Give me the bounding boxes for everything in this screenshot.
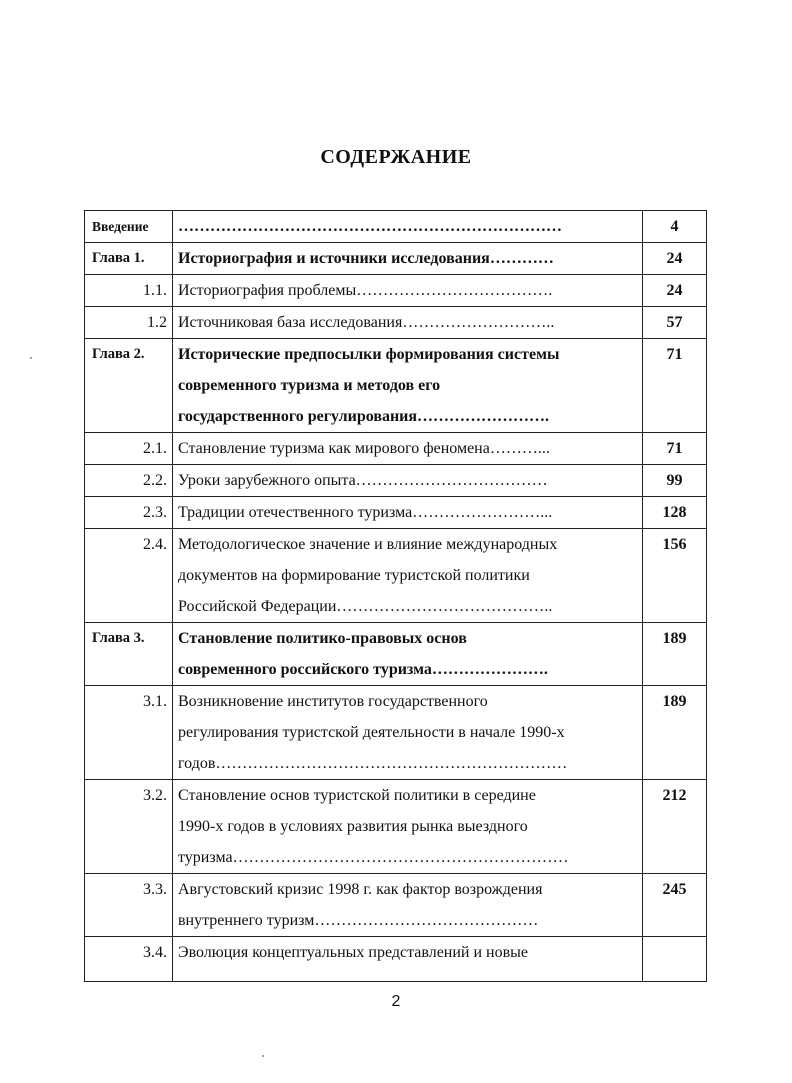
title-line: государственного регулирования……………………. <box>178 408 550 425</box>
toc-row-chapter-1 <box>85 243 707 275</box>
section-title <box>173 937 643 982</box>
toc-row-3-4 <box>85 937 707 982</box>
title-line: Методологическое значение и влияние международных <box>178 536 558 553</box>
title-line: Эволюция концептуальных представлений и новые <box>178 944 529 961</box>
section-title <box>173 211 643 243</box>
page-ref: 189 <box>643 623 707 686</box>
title-line: внутреннего туризм…………………………………… <box>178 912 539 929</box>
toc-row-chapter-2 <box>85 339 707 433</box>
section-title <box>173 243 643 275</box>
section-number: 3.1. <box>85 686 173 780</box>
title-line: годов………………………………………………………… <box>178 755 568 772</box>
scan-speck <box>262 1055 264 1057</box>
section-number: 3.3. <box>85 874 173 937</box>
page-ref: 156 <box>643 529 707 623</box>
section-title <box>173 686 643 780</box>
section-number: 3.4. <box>85 937 173 982</box>
title-line: ……………………………………………………………… <box>178 218 562 235</box>
page-ref: 245 <box>643 874 707 937</box>
page-ref <box>643 937 707 982</box>
title-line: Источниковая база исследования……………………….. <box>178 314 555 331</box>
title-line: Исторические предпосылки формирования системы <box>178 346 560 363</box>
title-line: Историография и источники исследования………… <box>178 250 554 267</box>
toc-row-1-2 <box>85 307 707 339</box>
title-line: Традиции отечественного туризма……………………... <box>178 504 553 521</box>
section-number: 2.1. <box>85 433 173 465</box>
toc-row-2-1 <box>85 433 707 465</box>
title-line: документов на формирование туристской политики <box>178 567 530 584</box>
title-line: современного туризма и методов его <box>178 377 441 394</box>
title-line: Уроки зарубежного опыта……………………………… <box>178 472 548 489</box>
page-ref: 212 <box>643 780 707 874</box>
page-number: 2 <box>391 993 401 1010</box>
title-line: Возникновение институтов государственного <box>178 693 488 710</box>
title-line: Августовский кризис 1998 г. как фактор возрождения <box>178 881 543 898</box>
scan-speck <box>30 357 32 359</box>
section-title <box>173 465 643 497</box>
section-title <box>173 339 643 433</box>
section-number: Глава 3. <box>85 623 173 686</box>
toc-row-introduction <box>85 211 707 243</box>
title-line: регулирования туристской деятельности в начале 1990-х <box>178 724 565 741</box>
page-ref: 24 <box>643 275 707 307</box>
section-number: 2.3. <box>85 497 173 529</box>
section-title <box>173 874 643 937</box>
title-line: Становление основ туристской политики в середине <box>178 787 536 804</box>
page-title: СОДЕРЖАНИЕ <box>320 146 472 168</box>
section-number: 2.4. <box>85 529 173 623</box>
toc-row-1-1 <box>85 275 707 307</box>
toc-row-2-4 <box>85 529 707 623</box>
section-title <box>173 433 643 465</box>
section-title <box>173 780 643 874</box>
title-line: 1990-х годов в условиях развития рынка выездного <box>178 818 528 835</box>
section-title <box>173 307 643 339</box>
page-ref: 128 <box>643 497 707 529</box>
title-line: Историография проблемы………………………………. <box>178 282 553 299</box>
page-ref: 99 <box>643 465 707 497</box>
page-ref: 24 <box>643 243 707 275</box>
section-number: 1.1. <box>85 275 173 307</box>
title-line: Становление туризма как мирового феномена………... <box>178 440 550 457</box>
page-ref: 4 <box>643 211 707 243</box>
page-ref: 57 <box>643 307 707 339</box>
section-number: Глава 1. <box>85 243 173 275</box>
section-title <box>173 529 643 623</box>
page-ref: 71 <box>643 433 707 465</box>
section-number: 2.2. <box>85 465 173 497</box>
title-line: Становление политико-правовых основ <box>178 630 467 647</box>
section-number: Глава 2. <box>85 339 173 433</box>
toc-row-3-1 <box>85 686 707 780</box>
toc-row-2-3 <box>85 497 707 529</box>
section-number: 1.2 <box>85 307 173 339</box>
toc-row-chapter-3 <box>85 623 707 686</box>
section-number: 3.2. <box>85 780 173 874</box>
page-ref: 71 <box>643 339 707 433</box>
section-number: Введение <box>85 211 173 243</box>
section-title <box>173 275 643 307</box>
title-line: Российской Федерации………………………………….. <box>178 598 553 615</box>
toc-row-2-2 <box>85 465 707 497</box>
section-title <box>173 623 643 686</box>
title-line: современного российского туризма…………………. <box>178 661 548 678</box>
toc-row-3-2 <box>85 780 707 874</box>
page-ref: 189 <box>643 686 707 780</box>
title-line: туризма……………………………………………………… <box>178 849 569 866</box>
section-title <box>173 497 643 529</box>
toc-row-3-3 <box>85 874 707 937</box>
table-of-contents <box>84 210 707 982</box>
